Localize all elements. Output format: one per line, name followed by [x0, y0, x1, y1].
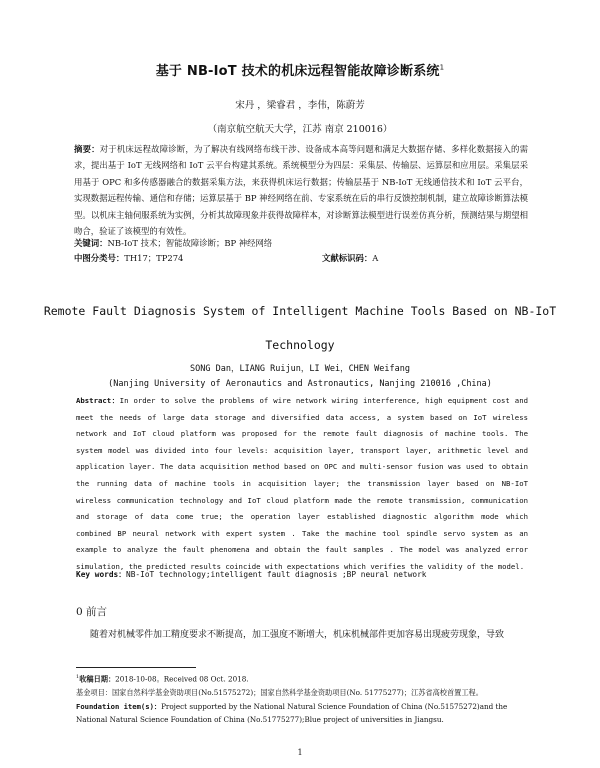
fund-english	[76, 700, 536, 727]
chinese-affiliation: （南京航空航天大学，江苏 南京 210016）	[207, 124, 393, 135]
chinese-keywords-text: NB-IoT 技术；智能故障诊断；BP 神经网络	[107, 238, 273, 248]
document-code-label: 文献标识码：	[322, 253, 373, 263]
english-title: Remote Fault Diagnosis System of Intelligent Machine Tools Based on NB-IoT Technology	[43, 304, 557, 352]
english-keywords-text: NB-IoT technology;intelligent fault diagnosis ;BP neural network	[126, 570, 427, 579]
clc-value: TH17；TP274	[124, 253, 184, 263]
english-authors: SONG Dan，LIANG Ruijun，LI Wei，CHEN Weifang	[190, 364, 410, 374]
chinese-abstract	[74, 141, 528, 239]
english-keywords	[76, 569, 536, 580]
received-footnote-mark: 1	[76, 674, 80, 680]
fund-chinese: 基金项目：国家自然科学基金资助项目(No.51575272)；国家自然科学基金资助项目(No. 51775277)；江苏省高校首置工程。	[76, 687, 483, 697]
chinese-title	[0, 60, 600, 79]
fund-english-label: Foundation item(s)：	[76, 701, 162, 711]
chinese-abstract-label: 摘要：	[74, 144, 100, 154]
english-abstract-label: Abstract：	[76, 396, 120, 405]
document-code-value: A	[372, 253, 379, 263]
received-text: 2018-10-08。Received 08 Oct. 2018.	[115, 674, 249, 684]
fund-english-text: Project supported by the National Natural Science Foundation of China (No.51575272)and the National Natural Science Foundation of China (No.51775277);Blue project of universities in Jiangsu.	[76, 701, 508, 725]
document-code	[322, 252, 378, 264]
clc-label: 中图分类号：	[74, 253, 125, 263]
title-footnote-mark: 1	[439, 63, 445, 72]
received-footnote	[76, 671, 536, 686]
footnotes	[76, 671, 536, 727]
section-body: 随着对机械零件加工精度要求不断提高，加工强度不断增大，机床机械部件更加容易出现疲劳现象，导致	[90, 630, 505, 640]
footnote-divider	[76, 667, 196, 668]
clc-number	[74, 252, 183, 264]
chinese-title-text: 基于 NB-IoT 技术的机床远程智能故障诊断系统	[155, 64, 440, 79]
section-heading: 0 前言	[76, 606, 108, 618]
chinese-keywords	[74, 237, 272, 249]
chinese-keywords-label: 关键词：	[74, 238, 108, 248]
english-affiliation: (Nanjing University of Aeronautics and Astronautics, Nanjing 210016 ,China)	[108, 379, 492, 389]
english-abstract	[76, 393, 528, 576]
english-keywords-label: Key words：	[76, 570, 127, 579]
chinese-abstract-text: 对于机床远程故障诊断，为了解决有线网络布线干涉、设备成本高等问题和满足大数据存储、多样化数据接入的需求，提出基于 IoT 无线网络和 IoT 云平台构建其系统。系统模型分为四层：采集层、传输层、运算层和应用层。采集层采用基于 OPC 和多传感器融合的数据采集方法，来获得机床运行数据；传输层基于 NB-IoT 无线通信技术和 IoT 云平台，实现数据远程传输、通信和存储；运算层基于 BP 神经网络在前、专家系统在后的串行反馈控制机制，建立故障诊断算法模型。以机床主轴伺服系统为实例，分析其故障现象并获得故障样本，对诊断算法模型进行误差仿真分析，预测结果与期望相吻合，验证了该模型的有效性。	[74, 144, 529, 237]
chinese-authors: 宋丹 ，梁睿君 ，李伟，陈蔚芳	[235, 100, 365, 111]
english-abstract-text: In order to solve the problems of wire network wiring interference, high equipment cost and meet the needs of large data storage and diversified data access, a system based on IoT wireless network and IoT cloud platform was proposed for the remote fault diagnosis of machine tools. The system model was divided into four levels: acquisition layer, transport layer, arithmetic level and application layer. The data acquisition method based on OPC and multi-sensor fusion was used to obtain the running data of machine tools in acquisition layer; the transmission layer based on NB-IoT wireless communication technology and IoT cloud platform made the remote transmission, communication and storage of data come true; the operation layer established diagnostic algorithm mode which combined BP neural network with expert system . Take the machine tool spindle servo system as an example to analyze the fault phenomena and obtain the fault samples . The model was analyzed error simulation, the predicted results coincide with expectations which verifies the validity of the model.	[76, 396, 528, 571]
page-number: 1	[297, 748, 303, 757]
received-label: 收稿日期：	[79, 674, 116, 684]
